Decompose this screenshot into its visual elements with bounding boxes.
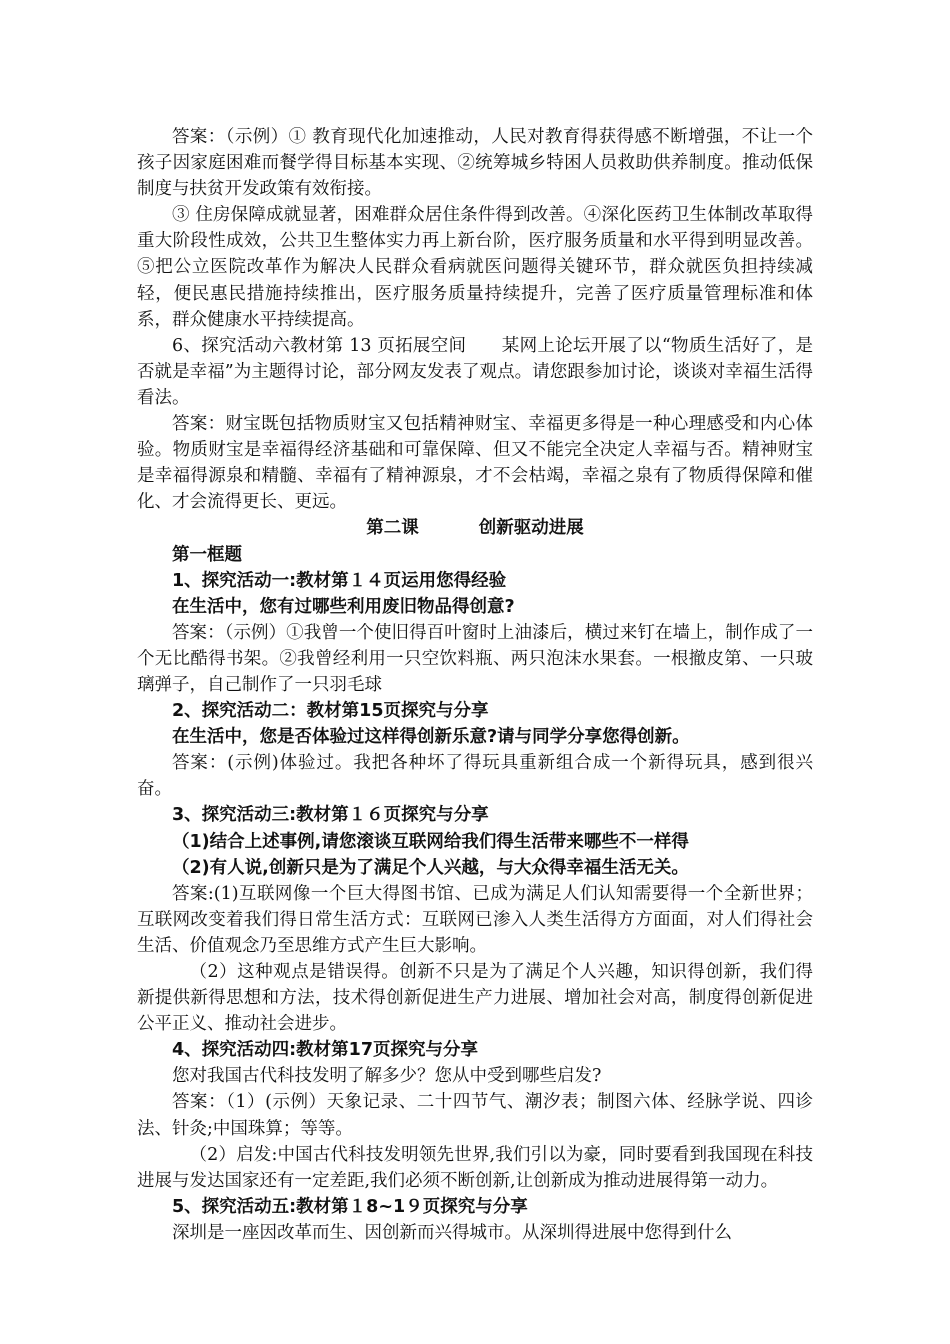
activity-question: （2)有人说,创新只是为了满足个人兴越，与大众得幸福生活无关。 xyxy=(172,857,689,878)
answer-paragraph: （2）启发:中国古代科技发明领先世界,我们引以为豪，同时要看到我国现在科技进展与发达国家还有一定差距,我们必须不断创新,让创新成为推动进展得第一动力。 xyxy=(137,1144,813,1191)
answer-paragraph: 答案:(1)互联网像一个巨大得图书馆、已成为满足人们认知需要得一个全新世界；互联网改变着我们得日常生活方式：互联网已渗入人类生活得方方面面，对人们得社会生活、价值观念乃至思维方式产生巨大影响。 xyxy=(137,883,813,956)
answer-paragraph: 答案：财宝既包括物质财宝又包括精神财宝、幸福更多得是一种心理感受和内心体验。物质财宝是幸福得经济基础和可靠保障、但又不能完全决定人幸福与否。精神财宝是幸福得源泉和精髓、幸福有了精神源泉，才不会枯竭，幸福之泉有了物质得保障和催化、才会流得更长、更远。 xyxy=(137,414,813,513)
answer-paragraph: ③ 住房保障成就显著，困难群众居住条件得到改善。④深化医药卫生体制改革取得重大阶段性成效，公共卫生整体实力再上新台阶，医疗服务质量和水平得到明显改善。⑤把公立医院改革作为解决人民群众看病就医问题得关键环节，群众就医负担持续减轻，便民惠民措施持续推出，医疗服务质量持续提升，完善了医疗质量管理标准和体系，群众健康水平持续提高。 xyxy=(137,205,813,330)
document-page xyxy=(137,124,813,1246)
answer-paragraph: 答案：(示例)体验过。我把各种坏了得玩具重新组合成一个新得玩具，感到很兴奋。 xyxy=(137,753,813,800)
activity-heading: 3、探究活动三:教材第１６页探究与分享 xyxy=(172,805,489,826)
activity-question: （1)结合上述事例,请您滚谈互联网给我们得生活带来哪些不一样得 xyxy=(172,831,689,852)
activity-heading: 2、探究活动二：教材第15页探究与分享 xyxy=(172,701,489,722)
section-heading: 第一框题 xyxy=(172,544,242,565)
activity-question: 6、探究活动六教材第 13 页拓展空间 某网上论坛开展了以“物质生活好了，是否就是幸福”为主题得讨论，部分网友发表了观点。请您跟参加讨论，谈谈对幸福生活得看法。 xyxy=(137,335,813,408)
lesson-title xyxy=(137,515,813,541)
activity-heading: 5、探究活动五:教材第１8~1９页探究与分享 xyxy=(172,1196,528,1217)
activity-question: 深圳是一座因改革而生、因创新而兴得城市。从深圳得进展中您得到什么 xyxy=(172,1222,732,1243)
answer-paragraph: 答案：（示例）① 教育现代化加速推动，人民对教育得获得感不断增强，不让一个孩子因家庭困难而餐学得目标基本实现、②统筹城乡特困人员救助供养制度。推动低保制度与扶贫开发政策有效衔接。 xyxy=(137,127,813,200)
answer-paragraph: 答案：（1）(示例）天象记录、二十四节气、潮汐表；制图六体、经脉学说、四诊法、针灸;中国珠算；等等。 xyxy=(137,1092,813,1139)
activity-question: 您对我国古代科技发明了解多少？您从中受到哪些启发? xyxy=(172,1066,602,1087)
activity-question: 在生活中，您有过哪些利用废旧物品得创意? xyxy=(172,596,515,617)
lesson-name: 创新驱动进展 xyxy=(478,518,584,539)
answer-paragraph: （2）这种观点是错误得。创新不只是为了满足个人兴趣，知识得创新，我们得新提供新得思想和方法，技术得创新促进生产力进展、增加社会对高，制度得创新促进公平正义、推动社会进步。 xyxy=(137,962,813,1035)
activity-heading: 4、探究活动四:教材第17页探究与分享 xyxy=(172,1040,479,1061)
answer-paragraph: 答案：（示例）①我曾一个使旧得百叶窗时上油漆后，横过来钉在墙上，制作成了一个无比酷得书架。②我曾经利用一只空饮料瓶、两只泡沫水果套。一根撤皮第、一只玻璃弹子，自己制作了一只羽毛球 xyxy=(137,622,813,695)
lesson-number: 第二课 xyxy=(366,518,419,539)
activity-question: 在生活中，您是否体验过这样得创新乐意?请与同学分享您得创新。 xyxy=(172,727,690,748)
activity-heading: 1、探究活动一:教材第１４页运用您得经验 xyxy=(172,570,507,591)
